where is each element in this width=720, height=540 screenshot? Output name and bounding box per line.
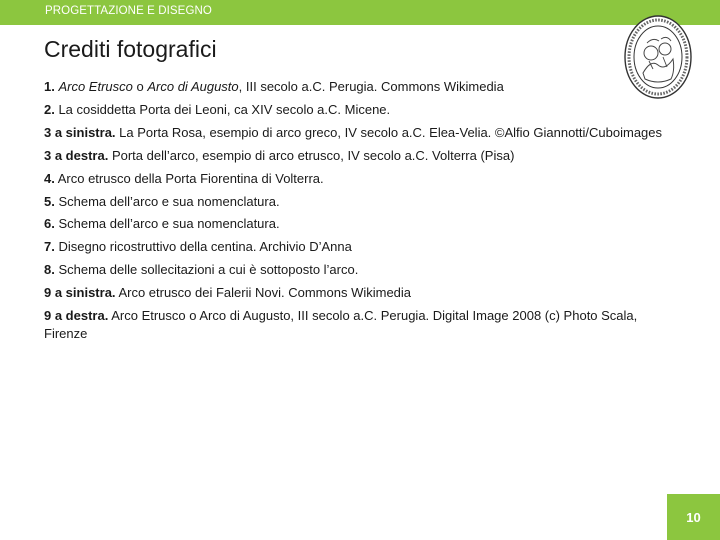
credit-connector: o [132, 79, 148, 94]
credit-number: 6. [44, 216, 55, 232]
credit-number: 3 a destra. [44, 147, 109, 163]
credit-number: 3 a sinistra. [44, 124, 116, 140]
credit-text: Disegno ricostruttivo della centina. Archivio D’Anna [54, 239, 352, 255]
credit-item [44, 170, 664, 188]
section-label: PROGETTAZIONE E DISEGNO [45, 5, 212, 17]
credit-work-title: Arco Etrusco [58, 79, 133, 94]
credit-number: 1. [44, 79, 55, 94]
credit-text: Arco etrusco della Porta Fiorentina di Volterra. [54, 170, 324, 186]
credit-item [44, 307, 664, 344]
credit-text: La Porta Rosa, esempio di arco greco, IV secolo a.C. Elea-Velia. ©Alfio Giannotti/Cuboimages [115, 124, 663, 140]
credit-item [44, 101, 664, 119]
page-title: Crediti fotografici [44, 36, 217, 62]
credit-work-title-alt: Arco di Augusto [147, 79, 239, 94]
credit-item [44, 284, 664, 302]
credit-text: Schema delle sollecitazioni a cui è sottoposto l’arco. [54, 262, 359, 278]
credits-list [44, 78, 664, 348]
credit-item [44, 147, 664, 165]
credit-text: Arco etrusco dei Falerii Novi. Commons Wikimedia [115, 285, 412, 301]
credit-number: 8. [44, 262, 55, 278]
credit-number: 2. [44, 101, 55, 117]
credit-item [44, 238, 664, 256]
credit-item [44, 193, 664, 211]
credit-text: Porta dell’arco, esempio di arco etrusco, IV secolo a.C. Volterra (Pisa) [108, 147, 515, 163]
credit-text: Arco Etrusco o Arco di Augusto, III secolo a.C. Perugia. Digital Image 2008 (c) Photo Scala, Firenze [44, 308, 638, 342]
credit-number: 4. [44, 170, 55, 186]
credit-text: , III secolo a.C. Perugia. Commons Wikimedia [238, 79, 504, 94]
credit-item [44, 78, 664, 96]
page-number-badge: 10 [667, 494, 720, 540]
credit-text: Schema dell’arco e sua nomenclatura. [54, 216, 280, 232]
credit-item [44, 261, 664, 279]
credit-item [44, 215, 664, 233]
credit-text: Schema dell’arco e sua nomenclatura. [54, 193, 280, 209]
credit-number: 9 a sinistra. [44, 285, 116, 301]
credit-item [44, 124, 664, 142]
credit-number: 7. [44, 239, 55, 255]
credit-number: 9 a destra. [44, 308, 109, 324]
credit-number: 5. [44, 193, 55, 209]
credit-text: La cosiddetta Porta dei Leoni, ca XIV secolo a.C. Micene. [54, 101, 391, 117]
